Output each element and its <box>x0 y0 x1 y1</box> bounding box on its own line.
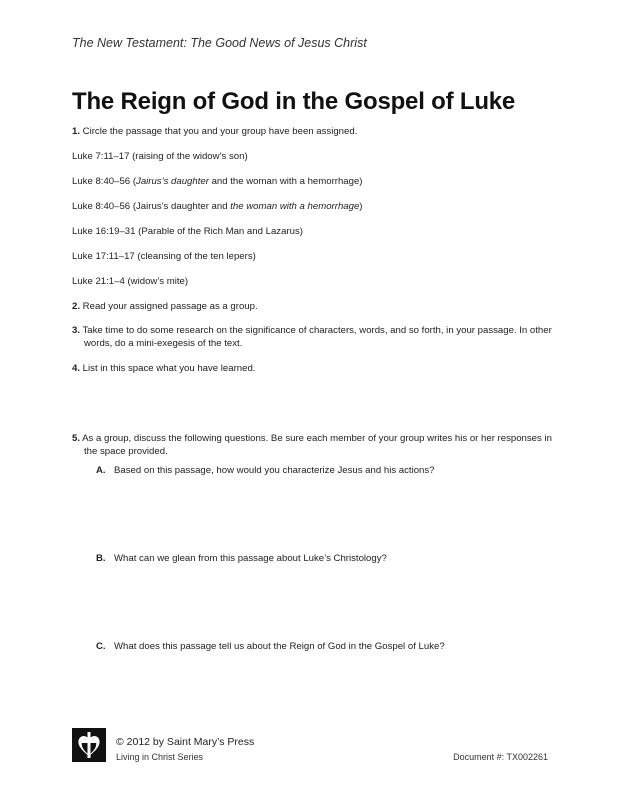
passage-option-5 <box>72 250 552 263</box>
question-text: Circle the passage that you and your group have been assigned. <box>80 126 358 137</box>
passage-text-pre: Luke 8:40–56 (Jairus’s daughter and <box>72 201 231 212</box>
copyright-text: © 2012 by Saint Mary’s Press <box>116 736 255 748</box>
question-4 <box>72 362 552 375</box>
passage-text: Luke 21:1–4 (widow’s mite) <box>72 276 189 287</box>
publisher-logo-icon <box>72 728 106 762</box>
question-5a <box>96 464 536 477</box>
passage-text-emphasis: Jairus’s daughter <box>136 176 209 187</box>
question-5c <box>96 640 536 653</box>
subquestion-text: What can we glean from this passage about Luke’s Christology? <box>114 553 387 564</box>
passage-option-2 <box>72 175 552 188</box>
passage-option-4 <box>72 225 552 238</box>
question-number: 5. <box>72 433 81 444</box>
series-header: The New Testament: The Good News of Jesus Christ <box>72 36 367 50</box>
question-number: 1. <box>72 126 81 137</box>
question-5 <box>72 432 564 458</box>
question-2 <box>72 300 552 313</box>
passage-option-3 <box>72 200 552 213</box>
page-title: The Reign of God in the Gospel of Luke <box>72 88 516 115</box>
passage-text-post: ) <box>359 201 363 212</box>
passage-text: Luke 7:11–17 (raising of the widow’s son) <box>72 151 248 162</box>
question-text: Take time to do some research on the significance of characters, words, and so forth, in your passage. In other words, do a mini-exegesis of the text. <box>80 325 552 349</box>
passage-text: Luke 16:19–31 (Parable of the Rich Man and Lazarus) <box>72 226 303 237</box>
subquestion-text: What does this passage tell us about the Reign of God in the Gospel of Luke? <box>114 641 445 652</box>
question-number: 2. <box>72 301 81 312</box>
subquestion-letter: C. <box>96 641 106 652</box>
passage-text-post: and the woman with a hemorrhage) <box>208 176 363 187</box>
question-number: 4. <box>72 363 81 374</box>
series-name: Living in Christ Series <box>116 752 204 762</box>
question-text: Read your assigned passage as a group. <box>80 301 258 312</box>
passage-option-6 <box>72 275 552 288</box>
subquestion-text: Based on this passage, how would you characterize Jesus and his actions? <box>114 465 435 476</box>
question-1 <box>72 125 552 138</box>
passage-text-emphasis: the woman with a hemorrhage <box>230 201 360 212</box>
passage-option-1 <box>72 150 552 163</box>
question-number: 3. <box>72 325 81 336</box>
subquestion-letter: A. <box>96 465 106 476</box>
question-text: As a group, discuss the following questions. Be sure each member of your group writes his or her responses in the space provided. <box>80 433 552 457</box>
passage-text: Luke 17:11–17 (cleansing of the ten lepers) <box>72 251 256 262</box>
question-text: List in this space what you have learned. <box>80 363 256 374</box>
document-number: Document #: TX002261 <box>453 752 548 762</box>
question-3 <box>72 324 564 350</box>
subquestion-letter: B. <box>96 553 106 564</box>
passage-text-pre: Luke 8:40–56 ( <box>72 176 137 187</box>
question-5b <box>96 552 536 565</box>
